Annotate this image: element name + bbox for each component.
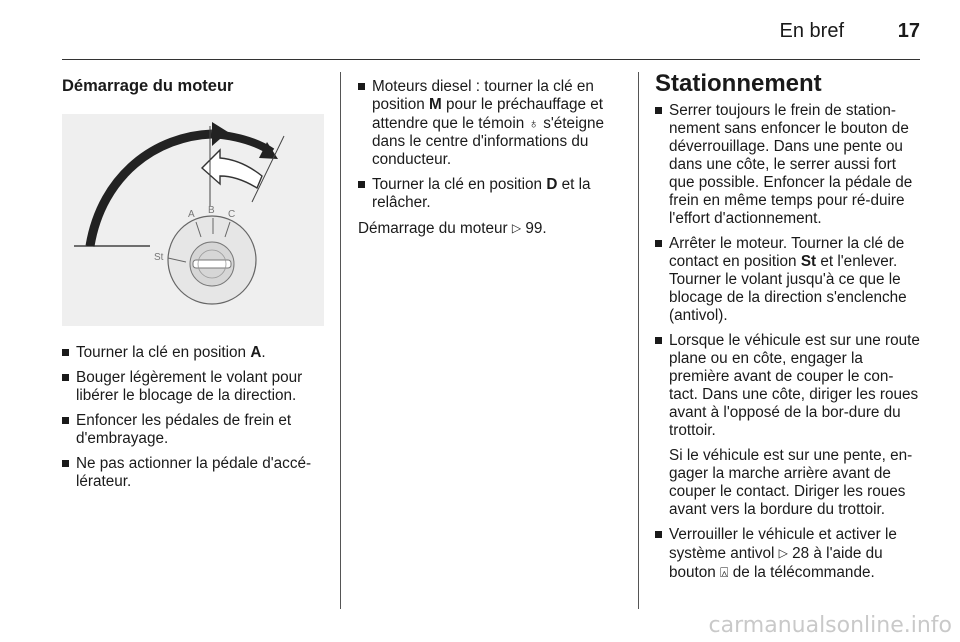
list-item: Tourner la clé en position A.	[62, 344, 324, 362]
list-item: Bouger légèrement le volant pour libérer le blocage de la direction.	[62, 369, 324, 405]
label-a: A	[188, 209, 195, 220]
lock-button-icon: ⍓	[720, 563, 729, 580]
list-item: Serrer toujours le frein de station‐nement sans enfoncer le bouton de déverrouillage. Dans une pente ou dans une côte, le serrer aussi fort que possible. Enfoncer la pédale de frein en même temps pour ré‐duire l'effort d'actionnement.	[655, 102, 920, 228]
bullet-icon	[62, 417, 69, 424]
cross-reference[interactable]: Démarrage du moteur ▷ 99.	[358, 220, 547, 237]
list-item: Arrêter le moteur. Tourner la clé de contact en position St et l'enlever. Tourner le volant jusqu'à ce que le blocage de la direction s'enclenche (antivol).	[655, 235, 920, 325]
bullet-icon	[62, 374, 69, 381]
preheat-indicator-icon: ♁	[528, 115, 539, 131]
section-title: Stationnement	[655, 70, 822, 97]
list-item: Enfoncer les pédales de frein et d'embrayage.	[62, 412, 324, 448]
reference-arrow-icon: ▷	[511, 221, 522, 235]
ignition-illustration	[62, 114, 324, 326]
list-item: Moteurs diesel : tourner la clé en position M pour le préchauffage et attendre que le témoin ♁ s'éteigne dans le centre d'informations du conducteur.	[358, 78, 624, 169]
list-item: Lorsque le véhicule est sur une route plane ou en côte, engager la première avant de couper le con‐tact. Dans une côte, diriger les roues avant à l'opposé de la bor‐dure du trottoir. Si le véhicule est sur une pente, en‐gager la marche arrière avant de couper le contact. Diriger les roues avant vers la bordure du trottoir.	[655, 332, 920, 519]
start-steps-list	[62, 344, 324, 491]
bullet-icon	[655, 531, 662, 538]
column-divider	[638, 72, 639, 609]
column-right	[655, 70, 920, 589]
bullet-icon	[62, 460, 69, 467]
reference-arrow-icon[interactable]: ▷	[778, 545, 788, 560]
bullet-icon	[655, 107, 662, 114]
ignition-figure	[62, 114, 324, 326]
list-sub-paragraph: Si le véhicule est sur une pente, en‐gager la marche arrière avant de couper le contact. Diriger les roues avant vers la bordure du trottoir.	[669, 446, 913, 518]
list-item: Tourner la clé en position D et la relâcher.	[358, 176, 624, 212]
bullet-icon	[358, 181, 365, 188]
list-item: Ne pas actionner la pédale d'accé‐lérateur.	[62, 455, 324, 491]
bullet-icon	[358, 83, 365, 90]
column-left	[62, 70, 324, 498]
page-header	[62, 0, 920, 62]
bullet-icon	[655, 337, 662, 344]
column-middle	[358, 70, 624, 238]
list-item: Verrouiller le véhicule et activer le système antivol ▷ 28 à l'aide du bouton ⍓ de la télécommande.	[655, 526, 920, 582]
diesel-steps-list	[358, 78, 624, 212]
label-c: C	[228, 209, 236, 220]
watermark: carmanualsonline.info	[708, 613, 952, 638]
page-number: 17	[897, 20, 920, 42]
bullet-icon	[62, 349, 69, 356]
return-arrow-icon	[202, 150, 262, 188]
parking-steps-list	[655, 102, 920, 582]
label-b: B	[208, 205, 215, 216]
header-title: En bref	[779, 20, 844, 42]
bullet-icon	[655, 240, 662, 247]
header-rule	[62, 59, 920, 60]
section-heading: Démarrage du moteur	[62, 77, 234, 95]
column-divider	[340, 72, 341, 609]
label-st: St	[154, 252, 164, 263]
